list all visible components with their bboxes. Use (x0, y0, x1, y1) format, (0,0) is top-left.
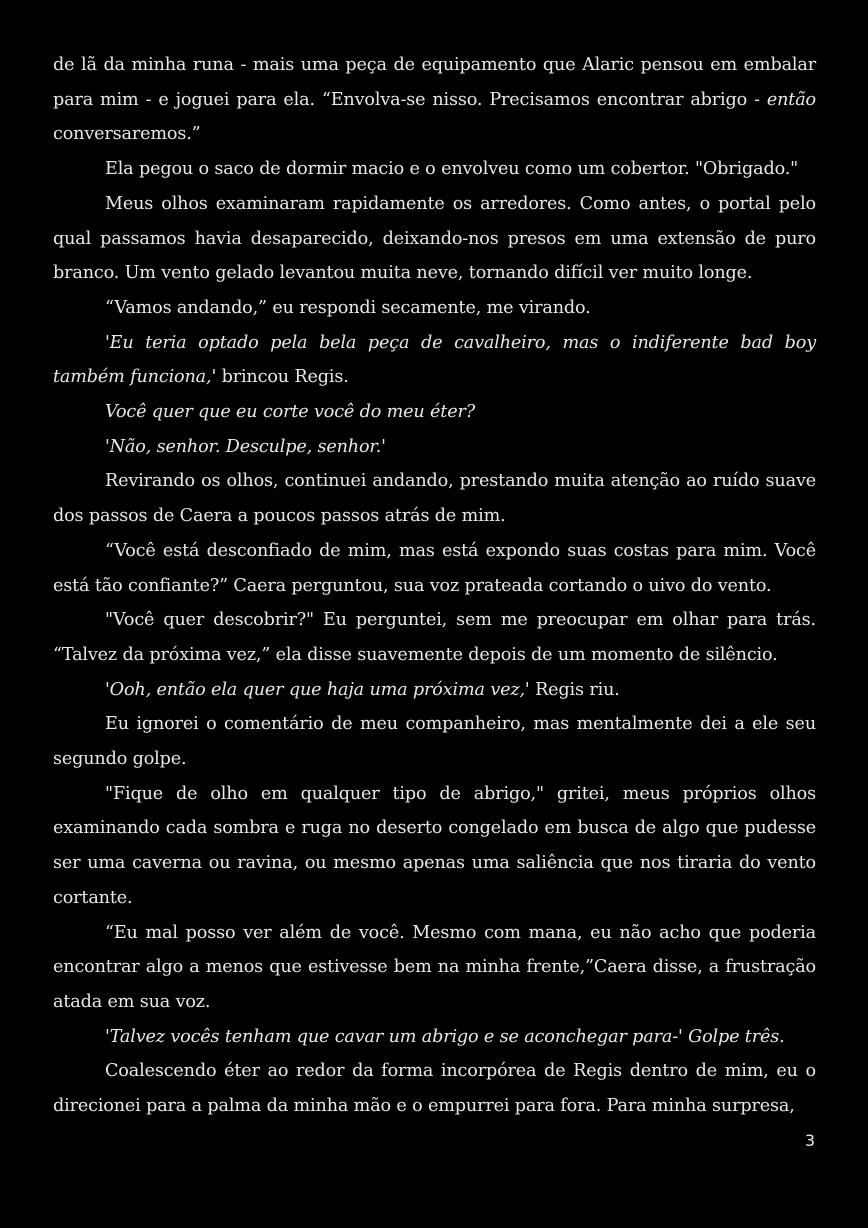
paragraph-10-question: "Você quer descobrir?" Eu perguntei, sem me preocupar em olhar para trás. (105, 610, 816, 631)
paragraph-11 (53, 673, 816, 708)
paragraph-10-answer: “Talvez da próxima vez,” ela disse suavemente depois de um momento de silêncio. (53, 644, 778, 665)
paragraph-1-text: de lã da minha runa - mais uma peça de equipamento que Alaric pensou em embalar para mim - e joguei para ela. “Envolva-se nisso. Precisamos encontrar abrigo - (53, 55, 816, 110)
paragraph-15: 'Talvez vocês tenham que cavar um abrigo e se aconchegar para-' Golpe três. (105, 1026, 785, 1047)
body-text (53, 48, 816, 1124)
paragraph-11-text: Regis riu. (529, 679, 620, 700)
paragraph-5-italic: 'Eu teria optado pela bela peça de cavalheiro, mas o indiferente bad boy também funciona,' (53, 332, 816, 388)
paragraph-5 (53, 326, 816, 395)
paragraph-2: Ela pegou o saco de dormir macio e o envolveu como um cobertor. "Obrigado." (105, 159, 799, 180)
paragraph-4: “Vamos andando,” eu respondi secamente, me virando. (105, 297, 591, 318)
paragraph-1-end: conversaremos.” (53, 124, 201, 145)
paragraph-13: "Fique de olho em qualquer tipo de abrigo," gritei, meus próprios olhos examinando cada sombra e ruga no deserto congelado em busca de algo que pudesse ser uma caverna ou ravina, ou mesmo apenas uma saliência que nos tiraria do vento cortante. (53, 783, 816, 908)
paragraph-16: Coalescendo éter ao redor da forma incorpórea de Regis dentro de mim, eu o direcionei para a palma da minha mão e o empurrei para fora. Para minha surpresa, (53, 1061, 816, 1117)
paragraph-3: Meus olhos examinaram rapidamente os arredores. Como antes, o portal pelo qual passamos havia desaparecido, deixando-nos presos em uma extensão de puro branco. Um vento gelado levantou muita neve, tornando difícil ver muito longe. (53, 193, 816, 284)
paragraph-14: “Eu mal posso ver além de você. Mesmo com mana, eu não acho que poderia encontrar algo a menos que estivesse bem na minha frente,”Caera disse, a frustração atada em sua voz. (53, 922, 816, 1012)
paragraph-6: Você quer que eu corte você do meu éter? (105, 402, 476, 423)
paragraph-9: “Você está desconfiado de mim, mas está expondo suas costas para mim. Você está tão confiante?” Caera perguntou, sua voz prateada cortando o uivo do vento. (53, 540, 816, 596)
paragraph-10 (53, 603, 816, 672)
paragraph-1 (53, 48, 816, 152)
paragraph-1-italic: então (766, 89, 816, 110)
paragraph-8: Revirando os olhos, continuei andando, prestando muita atenção ao ruído suave dos passos de Caera a poucos passos atrás de mim. (53, 471, 816, 527)
page-number: 3 (804, 1131, 815, 1150)
paragraph-7: 'Não, senhor. Desculpe, senhor.' (105, 436, 386, 457)
paragraph-5-text: brincou Regis. (216, 367, 349, 388)
paragraph-11-italic: 'Ooh, então ela quer que haja uma próxima vez,' (105, 679, 530, 700)
paragraph-12: Eu ignorei o comentário de meu companheiro, mas mentalmente dei a ele seu segundo golpe. (53, 714, 816, 770)
